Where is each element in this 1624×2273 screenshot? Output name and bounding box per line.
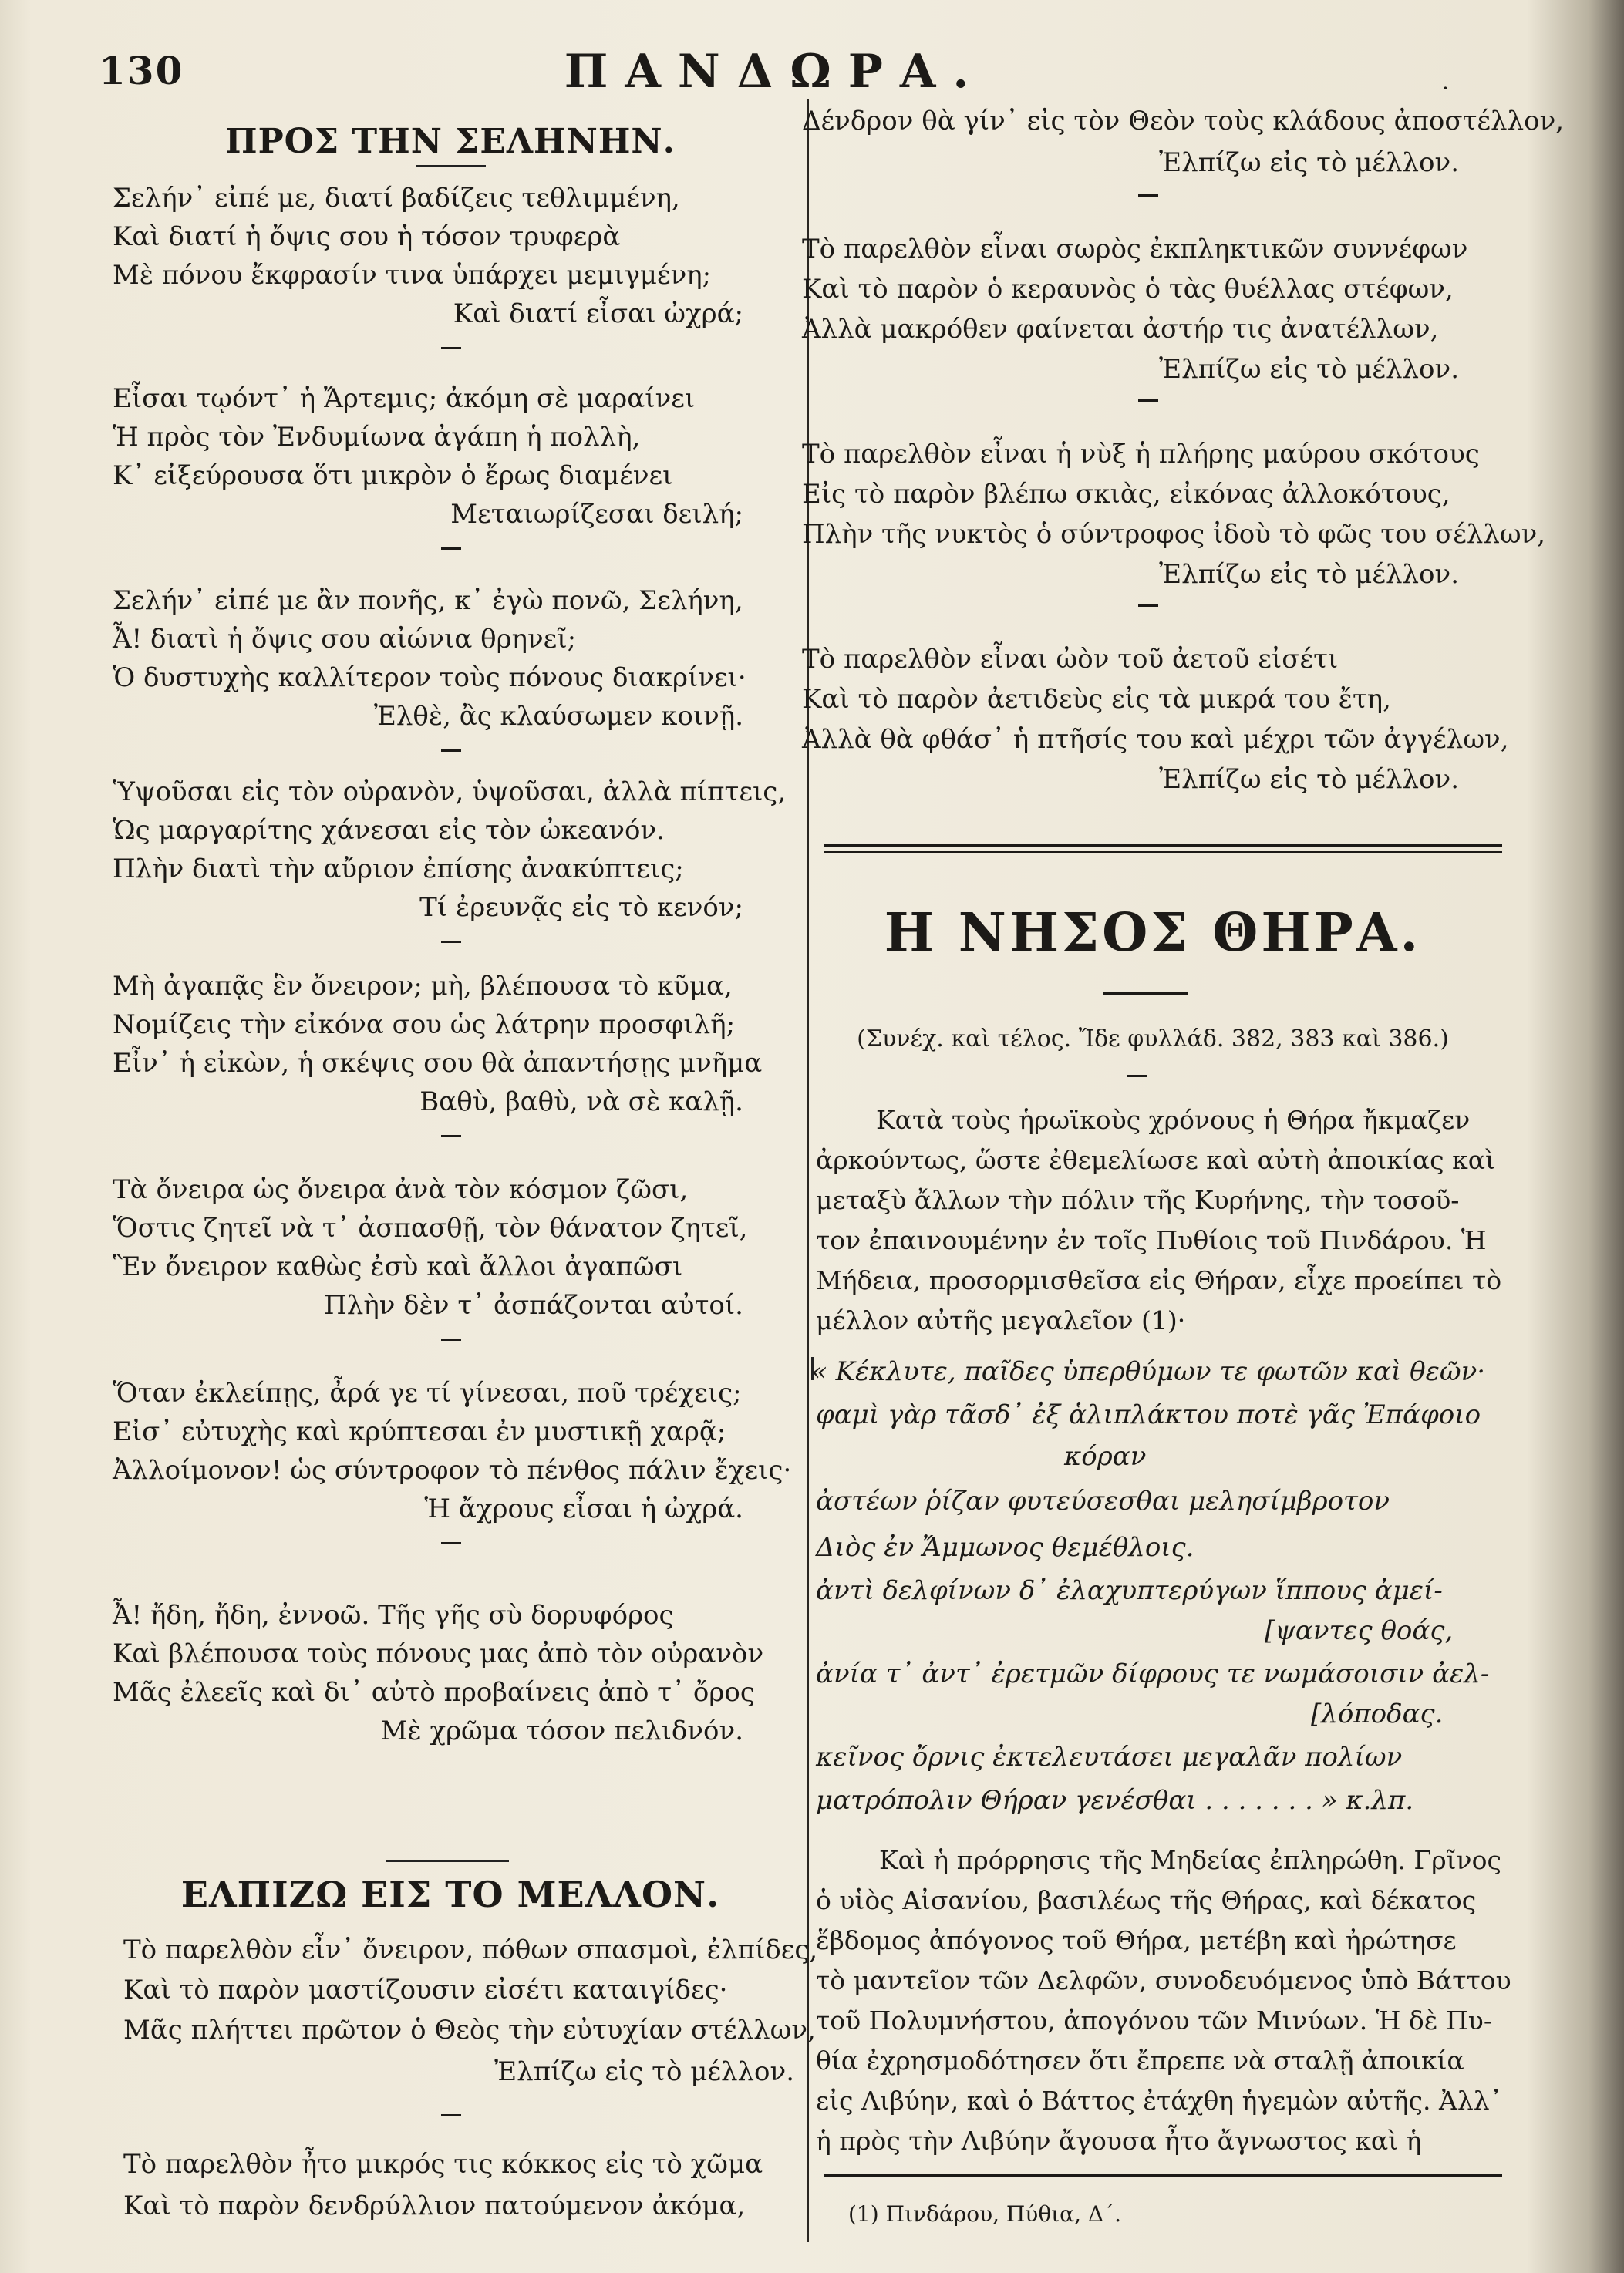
quote-line: « Κέκλυτε, παῖδες ὑπερθύμων τε φωτῶν καὶ θεῶν· bbox=[811, 1356, 1486, 1387]
poem-line: Σελήν᾽ εἰπέ με ἂν πονῆς, κ᾽ ἐγὼ πονῶ, Σελήνη, bbox=[113, 585, 743, 616]
poem-line: Κ᾽ εἰξεύρουσα ὅτι μικρὸν ὁ ἔρως διαμένει bbox=[113, 460, 673, 491]
poem-line: Ἡ πρὸς τὸν Ἐνδυμίωνα ἀγάπη ἡ πολλὴ, bbox=[113, 422, 641, 453]
prose-line: τον ἐπαινουμένην ἐν τοῖς Πυθίοις τοῦ Πινδάρου. Ἡ bbox=[816, 1225, 1487, 1255]
quote-line: Διὸς ἐν Ἄμμωνος θεμέθλοις. bbox=[816, 1532, 1194, 1563]
corner-mark: · bbox=[1442, 76, 1449, 101]
poem-line: Εἰσ᾽ εὐτυχὴς καὶ κρύπτεσαι ἐν μυστικῇ χαρᾷ; bbox=[113, 1416, 726, 1447]
prose-line: θία ἐχρησμοδότησεν ὅτι ἔπρεπε νὰ σταλῇ ἀποικία bbox=[816, 2046, 1464, 2076]
poem-line: Μεταιωρίζεσαι δειλή; bbox=[450, 499, 743, 530]
poem-line: Πλὴν δὲν τ᾽ ἀσπάζονται αὐτοί. bbox=[324, 1290, 743, 1321]
quote-line: [ψαντες θοάς, bbox=[1265, 1615, 1454, 1646]
title-ornament bbox=[1103, 992, 1188, 995]
poem-line: Ἀλλὰ μακρόθεν φαίνεται ἀστήρ τις ἀνατέλλων, bbox=[802, 314, 1439, 345]
prose-line: ὁ υἱὸς Αἰσανίου, βασιλέως τῆς Θήρας, καὶ δέκατος bbox=[816, 1885, 1477, 1915]
quote-line: ἀνία τ᾽ ἀντ᾽ ἐρετμῶν δίφρους τε νωμάσοισιν ἀελ- bbox=[816, 1658, 1490, 1689]
prose-line: μεταξὺ ἄλλων τὴν πόλιν τῆς Κυρήνης, τὴν τοσοῦ- bbox=[816, 1185, 1460, 1215]
prose-line: εἰς Λιβύην, καὶ ὁ Βάττος ἐτάχθη ἡγεμὼν αὐτῆς. Ἀλλ᾽ bbox=[816, 2086, 1503, 2116]
article-title: Η ΝΗΣΟΣ ΘΗΡΑ. bbox=[884, 902, 1422, 964]
poem-line: Ἆ! διατὶ ἡ ὄψις σου αἰώνια θρηνεῖ; bbox=[113, 624, 577, 655]
quote-line: φαμὶ γὰρ τᾶσδ᾽ ἐξ ἁλιπλάκτου ποτὲ γᾶς Ἐπάφοιο bbox=[816, 1399, 1481, 1430]
poem-line: Εἶσαι τῳόντ᾽ ἡ Ἄρτεμις; ἀκόμη σὲ μαραίνει bbox=[113, 383, 696, 414]
prose-line: Καὶ ἡ πρόρρησις τῆς Μηδείας ἐπληρώθη. Γρῖνος bbox=[879, 1845, 1501, 1875]
poem-line: Εἰς τὸ παρὸν βλέπω σκιὰς, εἰκόνας ἀλλοκότους, bbox=[802, 479, 1450, 510]
quote-line: ματρόπολιν Θήραν γενέσθαι . . . . . . . » κ.λπ. bbox=[816, 1785, 1414, 1816]
poem-line: Καὶ τὸ παρὸν ὁ κεραυνὸς ὁ τὰς θυέλλας στέφων, bbox=[802, 274, 1454, 305]
poem-line: Καὶ διατί ἡ ὄψις σου ἡ τόσον τρυφερὰ bbox=[113, 221, 621, 252]
poem-line: Δένδρον θὰ γίν᾽ εἰς τὸν Θεὸν τοὺς κλάδους ἀποστέλλον, bbox=[802, 106, 1565, 136]
poem-line: Μᾶς ἐλεεῖς καὶ δι᾽ αὐτὸ προβαίνεις ἀπὸ τ᾽ ὄρος bbox=[113, 1677, 755, 1708]
prose-line: Μήδεια, προσορμισθεῖσα εἰς Θήραν, εἶχε προείπει τὸ bbox=[816, 1265, 1502, 1295]
poem-line: Ὅταν ἐκλείπῃς, ἆρά γε τί γίνεσαι, ποῦ τρέχεις; bbox=[113, 1378, 742, 1409]
poem-line: Τὸ παρελθὸν εἶναι ἡ νὺξ ἡ πλήρης μαύρου σκότους bbox=[802, 439, 1480, 470]
prose-line: τὸ μαντεῖον τῶν Δελφῶν, συνοδευόμενος ὑπὸ Βάττου bbox=[816, 1965, 1511, 1995]
poem-line: Ἓν ὄνειρον καθὼς ἐσὺ καὶ ἄλλοι ἀγαπῶσι bbox=[113, 1251, 683, 1282]
stanza-dash bbox=[441, 1339, 461, 1341]
stanza-dash bbox=[441, 749, 461, 752]
stanza-dash bbox=[1138, 604, 1158, 607]
poem-line: Καὶ τὸ παρὸν μαστίζουσιν εἰσέτι καταιγίδες· bbox=[123, 1975, 728, 2005]
poem2-title: ΕΛΠΙΖΩ ΕΙΣ ΤΟ ΜΕΛΛΟΝ. bbox=[180, 1874, 720, 1915]
poem-line: Ἆ! ἤδη, ἤδη, ἐννοῶ. Τῆς γῆς σὺ δορυφόρος bbox=[113, 1600, 674, 1631]
stanza-dash bbox=[441, 941, 461, 943]
prose-line: ἀρκούντως, ὥστε ἐθεμελίωσε καὶ αὐτὴ ἀποικίας καὶ bbox=[816, 1145, 1495, 1175]
poem-line: Τί ἐρευνᾷς εἰς τὸ κενόν; bbox=[419, 892, 743, 923]
poem-line: Ὅστις ζητεῖ νὰ τ᾽ ἀσπασθῇ, τὸν θάνατον ζητεῖ, bbox=[113, 1213, 748, 1244]
poem-line: Εἶν᾽ ἡ εἰκὼν, ἡ σκέψις σου θὰ ἀπαντήσῃς μνῆμα bbox=[113, 1048, 763, 1079]
poem-line: Καὶ βλέπουσα τοὺς πόνους μας ἀπὸ τὸν οὐρανὸν bbox=[113, 1638, 764, 1669]
page-number: 130 bbox=[99, 48, 184, 93]
prose-line: ἕβδομος ἀπόγονος τοῦ Θήρα, μετέβη καὶ ἠρώτησε bbox=[816, 1925, 1457, 1955]
poem-line: Ἀλλοίμονον! ὡς σύντροφον τὸ πένθος πάλιν ἔχεις· bbox=[113, 1455, 792, 1486]
poem-line: Τὰ ὄνειρα ὡς ὄνειρα ἀνὰ τὸν κόσμον ζῶσι, bbox=[113, 1174, 689, 1205]
poem-line: Σελήν᾽ εἰπέ με, διατί βαδίζεις τεθλιμμένη, bbox=[113, 183, 680, 214]
column-divider bbox=[807, 99, 809, 2242]
stanza-dash bbox=[1138, 399, 1158, 402]
poem-line: Ἐλπίζω εἰς τὸ μέλλον. bbox=[1159, 764, 1459, 795]
poem-line: Ἐλθὲ, ἂς κλαύσωμεν κοινῇ. bbox=[373, 701, 743, 732]
quote-line: ἀντὶ δελφίνων δ᾽ ἐλαχυπτερύγων ἵππους ἀμεί- bbox=[816, 1575, 1443, 1606]
poem-line: Ἐλπίζω εἰς τὸ μέλλον. bbox=[1159, 147, 1459, 178]
poem-line: Καὶ τὸ παρὸν ἀετιδεὺς εἰς τὰ μικρά του ἔτη, bbox=[802, 684, 1391, 715]
article-top-rule bbox=[824, 844, 1502, 847]
running-title: ΠΑΝΔΩΡΑ. bbox=[564, 45, 986, 99]
poem-line: Ἀλλὰ θὰ φθάσ᾽ ἡ πτῆσίς του καὶ μέχρι τῶν ἀγγέλων, bbox=[802, 724, 1509, 755]
poem-line: Τὸ παρελθὸν εἶναι ὠὸν τοῦ ἀετοῦ εἰσέτι bbox=[802, 644, 1339, 675]
poem-line: Πλὴν διατὶ τὴν αὔριον ἐπίσης ἀνακύπτεις; bbox=[113, 854, 684, 884]
article-top-rule-thin bbox=[824, 851, 1502, 853]
stanza-dash bbox=[441, 1542, 461, 1544]
poem-line: Πλὴν τῆς νυκτὸς ὁ σύντροφος ἰδοὺ τὸ φῶς του σέλλων, bbox=[802, 519, 1546, 550]
poem-line: Μᾶς πλήττει πρῶτον ὁ Θεὸς τὴν εὐτυχίαν στέλλων, bbox=[123, 2015, 816, 2046]
article-subtitle: (Συνέχ. καὶ τέλος. Ἴδε φυλλάδ. 382, 383 καὶ 386.) bbox=[857, 1025, 1449, 1052]
poem-line: Καὶ τὸ παρὸν δενδρύλλιον πατούμενον ἀκόμα, bbox=[123, 2190, 746, 2221]
poem-line: Ἐλπίζω εἰς τὸ μέλλον. bbox=[494, 2056, 794, 2087]
prose-line: ἡ πρὸς τὴν Λιβύην ἄγουσα ἦτο ἄγνωστος καὶ ἡ bbox=[816, 2126, 1422, 2156]
prose-line: Κατὰ τοὺς ἡρωϊκοὺς χρόνους ἡ Θήρα ἤκμαζεν bbox=[876, 1105, 1471, 1135]
title-underline bbox=[416, 165, 486, 167]
page-header bbox=[0, 40, 1624, 102]
poem-line: Βαθὺ, βαθὺ, νὰ σὲ καλῇ. bbox=[419, 1086, 743, 1117]
footnote: (1) Πινδάρου, Πύθια, Δ΄. bbox=[848, 2201, 1121, 2227]
poem-line: Ἐλπίζω εἰς τὸ μέλλον. bbox=[1159, 559, 1459, 590]
quote-line: κόραν bbox=[1064, 1441, 1147, 1472]
poem-line: Μὲ χρῶμα τόσον πελιδνόν. bbox=[380, 1716, 743, 1746]
poem-line: Ἡ ἄχρους εἶσαι ἡ ὠχρά. bbox=[424, 1493, 743, 1524]
poem-line: Ὡς μαργαρίτης χάνεσαι εἰς τὸν ὠκεανόν. bbox=[113, 815, 665, 846]
stanza-dash bbox=[441, 2114, 461, 2116]
stanza-dash bbox=[441, 547, 461, 550]
poem-line: Μὲ πόνου ἔκφρασίν τινα ὑπάρχει μεμιγμένη; bbox=[113, 260, 712, 291]
poem1-title: ΠΡΟΣ ΤΗΝ ΣΕΛΗΝΗΝ. bbox=[225, 122, 676, 161]
quote-line: ἀστέων ῥίζαν φυτεύσεσθαι μελησίμβροτον bbox=[816, 1486, 1390, 1517]
prose-line: τοῦ Πολυμνήστου, ἀπογόνου τῶν Μινύων. Ἡ δὲ Πυ- bbox=[816, 2005, 1492, 2036]
poem-line: Τὸ παρελθὸν εἶναι σωρὸς ἐκπληκτικῶν συννέφων bbox=[802, 234, 1468, 264]
prose-line: μέλλον αὐτῆς μεγαλεῖον (1)· bbox=[816, 1305, 1186, 1335]
poem-line: Ὁ δυστυχὴς καλλίτερον τοὺς πόνους διακρίνει· bbox=[113, 662, 746, 693]
poem-line: Μὴ ἀγαπᾷς ἓν ὄνειρον; μὴ, βλέπουσα τὸ κῦμα, bbox=[113, 971, 733, 1002]
quote-line: [λόποδας. bbox=[1311, 1699, 1444, 1729]
footnote-rule bbox=[824, 2174, 1502, 2177]
poem-line: Ὑψοῦσαι εἰς τὸν οὐρανὸν, ὑψοῦσαι, ἀλλὰ πίπτεις, bbox=[113, 776, 787, 807]
separator-dash bbox=[1127, 1075, 1147, 1077]
poem-line: Ἐλπίζω εἰς τὸ μέλλον. bbox=[1159, 354, 1459, 385]
poem-line: Τὸ παρελθὸν ἦτο μικρός τις κόκκος εἰς τὸ χῶμα bbox=[123, 2149, 763, 2180]
stanza-dash bbox=[441, 347, 461, 349]
poem-line: Καὶ διατί εἶσαι ὠχρά; bbox=[453, 298, 743, 329]
stanza-dash bbox=[1138, 194, 1158, 197]
quote-line: κεῖνος ὄρνις ἐκτελευτάσει μεγαλᾶν πολίων bbox=[816, 1742, 1403, 1773]
poem-line: Νομίζεις τὴν εἰκόνα σου ὡς λάτρην προσφιλῆ; bbox=[113, 1009, 736, 1040]
stanza-dash bbox=[441, 1135, 461, 1137]
poem-line: Τὸ παρελθὸν εἶν᾽ ὄνειρον, πόθων σπασμοὶ, ἐλπίδες, bbox=[123, 1935, 818, 1965]
poem2-title-rule bbox=[386, 1860, 509, 1862]
